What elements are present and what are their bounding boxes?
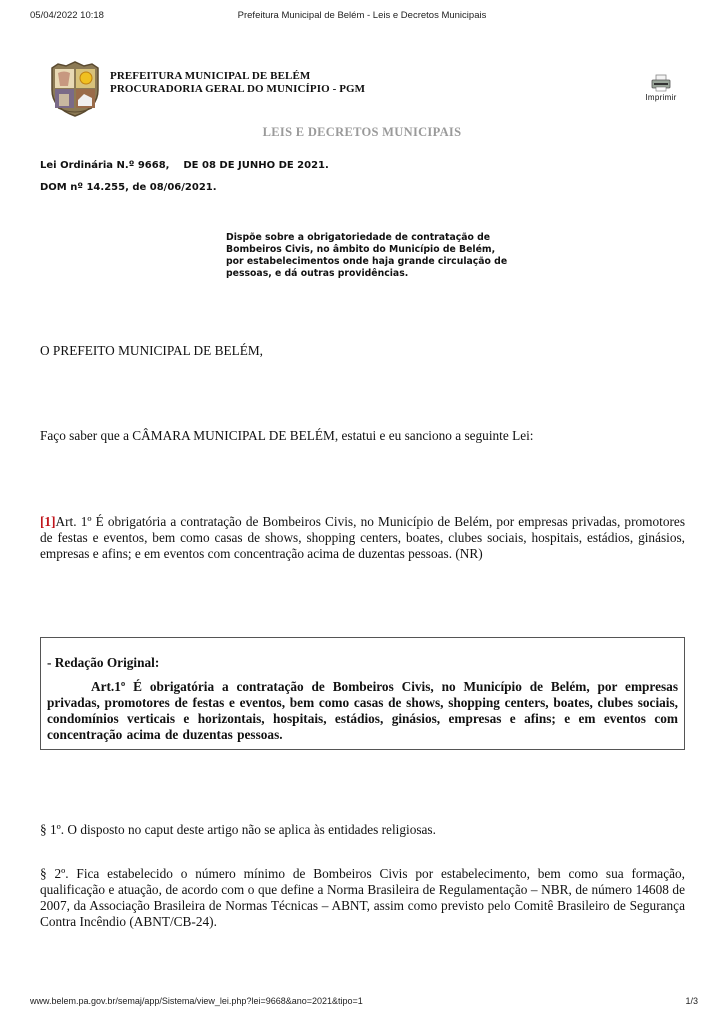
print-footer (0, 996, 724, 1010)
page-url: www.belem.pa.gov.br/semaj/app/Sistema/view_lei.php?lei=9668&ano=2021&tipo=1 (30, 996, 363, 1006)
original-wording-header: - Redação Original: (47, 655, 160, 670)
print-label: Imprimir (645, 93, 677, 102)
original-wording-box (40, 637, 685, 750)
org-department: PROCURADORIA GERAL DO MUNICÍPIO - PGM (110, 83, 366, 95)
organization-header (110, 70, 365, 96)
print-button[interactable] (640, 74, 682, 104)
law-identifier: Lei Ordinária N.º 9668, DE 08 DE JUNHO DE 2021. (40, 160, 329, 171)
preamble-enactment: Faço saber que a CÂMARA MUNICIPAL DE BELÉM, estatui e eu sanciono a seguinte Lei: (40, 428, 534, 443)
paragraph-1: § 1º. O disposto no caput deste artigo não se aplica às entidades religiosas. (40, 822, 436, 837)
print-page-title: Prefeitura Municipal de Belém - Leis e Decretos Municipais (237, 10, 487, 21)
belem-coat-of-arms-icon (48, 60, 102, 118)
paragraph-2: § 2º. Fica estabelecido o número mínimo de Bombeiros Civis por estabelecimento, bem como sua formação, qualificação e atuação, de acordo com o que define a Norma Brasileira de Regulamentação – NBR, de número 14608 de 2007, da Associação Brasileira de Normas Técnicas – ABNT, assim como previsto pelo Comitê Brasileiro de Segurança Contra Incêndio (ABNT/CB-24). (40, 866, 685, 929)
law-summary: Dispõe sobre a obrigatoriedade de contratação de Bombeiros Civis, no âmbito do Município de Belém, por estabelecimentos onde haja grande circulação de pessoas, e dá outras providências. (226, 232, 508, 279)
section-title: LEIS E DECRETOS MUNICIPAIS (262, 125, 462, 139)
print-header (0, 10, 724, 24)
org-name: PREFEITURA MUNICIPAL DE BELÉM (110, 70, 311, 82)
print-datetime: 05/04/2022 10:18 (30, 10, 104, 21)
preamble-mayor: O PREFEITO MUNICIPAL DE BELÉM, (40, 343, 263, 358)
footnote-reference-link[interactable]: [1] (40, 514, 56, 529)
article-1 (40, 514, 685, 562)
article-1-text: Art. 1º É obrigatória a contratação de Bombeiros Civis, no Município de Belém, por empresas privadas, promotores de festas e eventos, bem como casas de shows, shopping centers, boates, clubes sociais, hospitais, estádios, ginásios, empresas e afins; e em eventos com concentração acima de duzentas pessoas. (NR) (40, 514, 685, 561)
original-wording-text: Art.1º É obrigatória a contratação de Bombeiros Civis, no Município de Belém, por empresas privadas, promotores de festas e eventos, bem como casas de shows, shopping centers, boates, clubes sociais, condomínios verticais e horizontais, hospitais, estádios, ginásios, empresas e afins; e em eventos com concentração acima de duzentas pessoas. (47, 679, 678, 742)
printer-icon (649, 74, 673, 92)
page-number: 1/3 (685, 996, 698, 1006)
official-gazette-reference: DOM nº 14.255, de 08/06/2021. (40, 182, 217, 193)
